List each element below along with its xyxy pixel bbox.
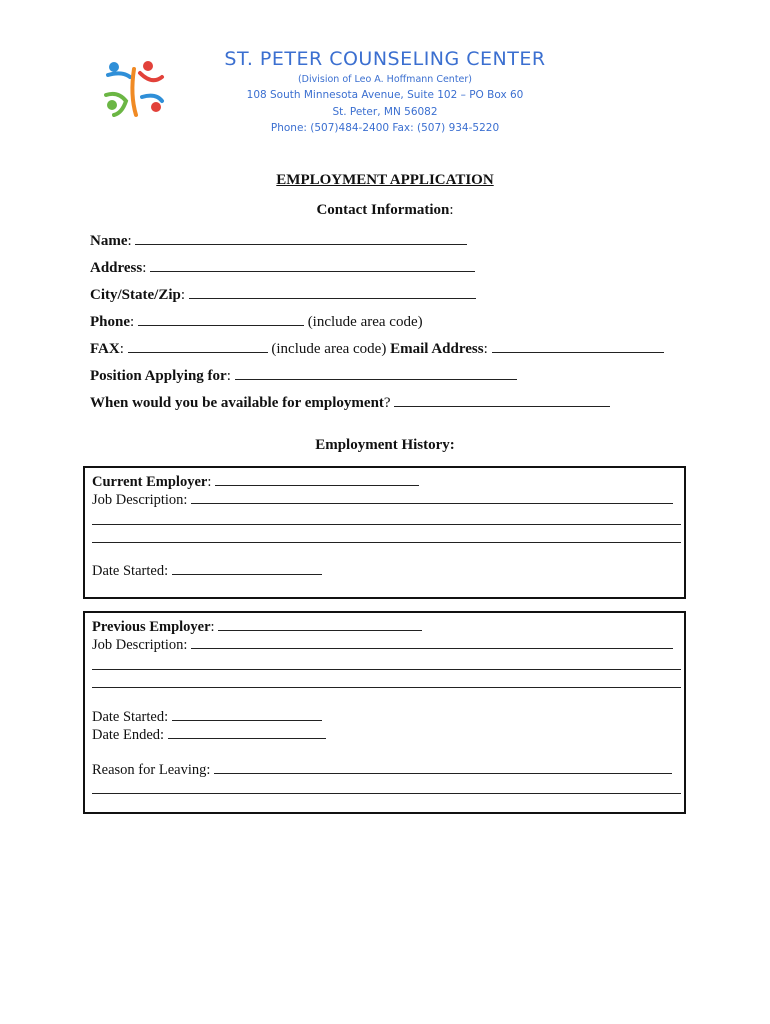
previous-started-label: Date Started:: [92, 709, 169, 725]
previous-employer-box: [83, 611, 686, 814]
phone-label: Phone: [90, 314, 131, 330]
previous-reason-field[interactable]: [214, 761, 672, 774]
address-row: Address:: [90, 259, 475, 277]
current-employer-row: Current Employer:: [92, 473, 419, 491]
previous-employer-label: Previous Employer: [92, 619, 211, 635]
citystatezip-field[interactable]: [189, 286, 476, 299]
address-field[interactable]: [150, 259, 475, 272]
document-title: EMPLOYMENT APPLICATION: [276, 172, 494, 188]
current-started-field[interactable]: [172, 562, 322, 575]
current-employer-field[interactable]: [215, 473, 419, 486]
current-started-row: [92, 562, 322, 580]
name-label: Name: [90, 233, 128, 249]
city-line: St. Peter, MN 56082: [332, 106, 438, 118]
division-line: (Division of Leo A. Hoffmann Center): [297, 74, 473, 85]
availability-label: When would you be available for employment: [90, 395, 384, 411]
previous-employer-field[interactable]: [218, 618, 422, 631]
email-field[interactable]: [492, 340, 664, 353]
previous-reason-row: [92, 761, 672, 779]
fax-hint: (include area code): [271, 341, 387, 357]
previous-reason-line-2[interactable]: [92, 793, 681, 794]
current-job-field[interactable]: [191, 491, 673, 504]
current-employer-label: Current Employer: [92, 474, 208, 490]
current-job-line-2[interactable]: [92, 524, 681, 525]
address-line: 108 South Minnesota Avenue, Suite 102 – PO Box 60: [246, 89, 524, 101]
previous-employer-row: Previous Employer:: [92, 618, 422, 636]
citystatezip-label: City/State/Zip: [90, 287, 181, 303]
current-started-label: Date Started:: [92, 563, 169, 579]
phone-row: Phone: (include area code): [90, 314, 423, 330]
current-job-label: Job Description:: [92, 492, 188, 508]
previous-started-field[interactable]: [172, 708, 322, 721]
phone-fax-line: Phone: (507)484-2400 Fax: (507) 934-5220: [270, 122, 500, 134]
history-heading: Employment History:: [315, 437, 455, 453]
position-label: Position Applying for: [90, 368, 227, 384]
previous-started-row: [92, 708, 322, 726]
fax-label: FAX: [90, 341, 120, 357]
previous-job-line-3[interactable]: [92, 687, 681, 688]
citystatezip-row: City/State/Zip:: [90, 286, 476, 304]
previous-ended-row: [92, 726, 326, 744]
email-label: Email Address: [390, 341, 484, 357]
current-job-line-3[interactable]: [92, 542, 681, 543]
previous-job-row: [92, 636, 673, 654]
org-name: ST. PETER COUNSELING CENTER: [224, 48, 546, 70]
current-job-row: [92, 491, 673, 509]
name-field[interactable]: [135, 232, 467, 245]
position-field[interactable]: [235, 367, 517, 380]
previous-reason-label: Reason for Leaving:: [92, 762, 211, 778]
previous-job-field[interactable]: [191, 636, 673, 649]
contact-heading: Contact Information:: [316, 202, 454, 218]
availability-row: When would you be available for employment?: [90, 394, 610, 412]
phone-field[interactable]: [138, 313, 304, 326]
availability-field[interactable]: [394, 394, 610, 407]
previous-ended-label: Date Ended:: [92, 727, 165, 743]
previous-ended-field[interactable]: [168, 726, 326, 739]
address-label: Address: [90, 260, 143, 276]
position-row: Position Applying for:: [90, 367, 517, 385]
name-row: Name:: [90, 232, 467, 250]
center-logo: [100, 55, 170, 121]
previous-job-label: Job Description:: [92, 637, 188, 653]
phone-hint: (include area code): [307, 314, 423, 330]
current-employer-box: [83, 466, 686, 599]
previous-job-line-2[interactable]: [92, 669, 681, 670]
fax-email-row: FAX: (include area code) Email Address:: [90, 340, 664, 358]
fax-field[interactable]: [128, 340, 268, 353]
